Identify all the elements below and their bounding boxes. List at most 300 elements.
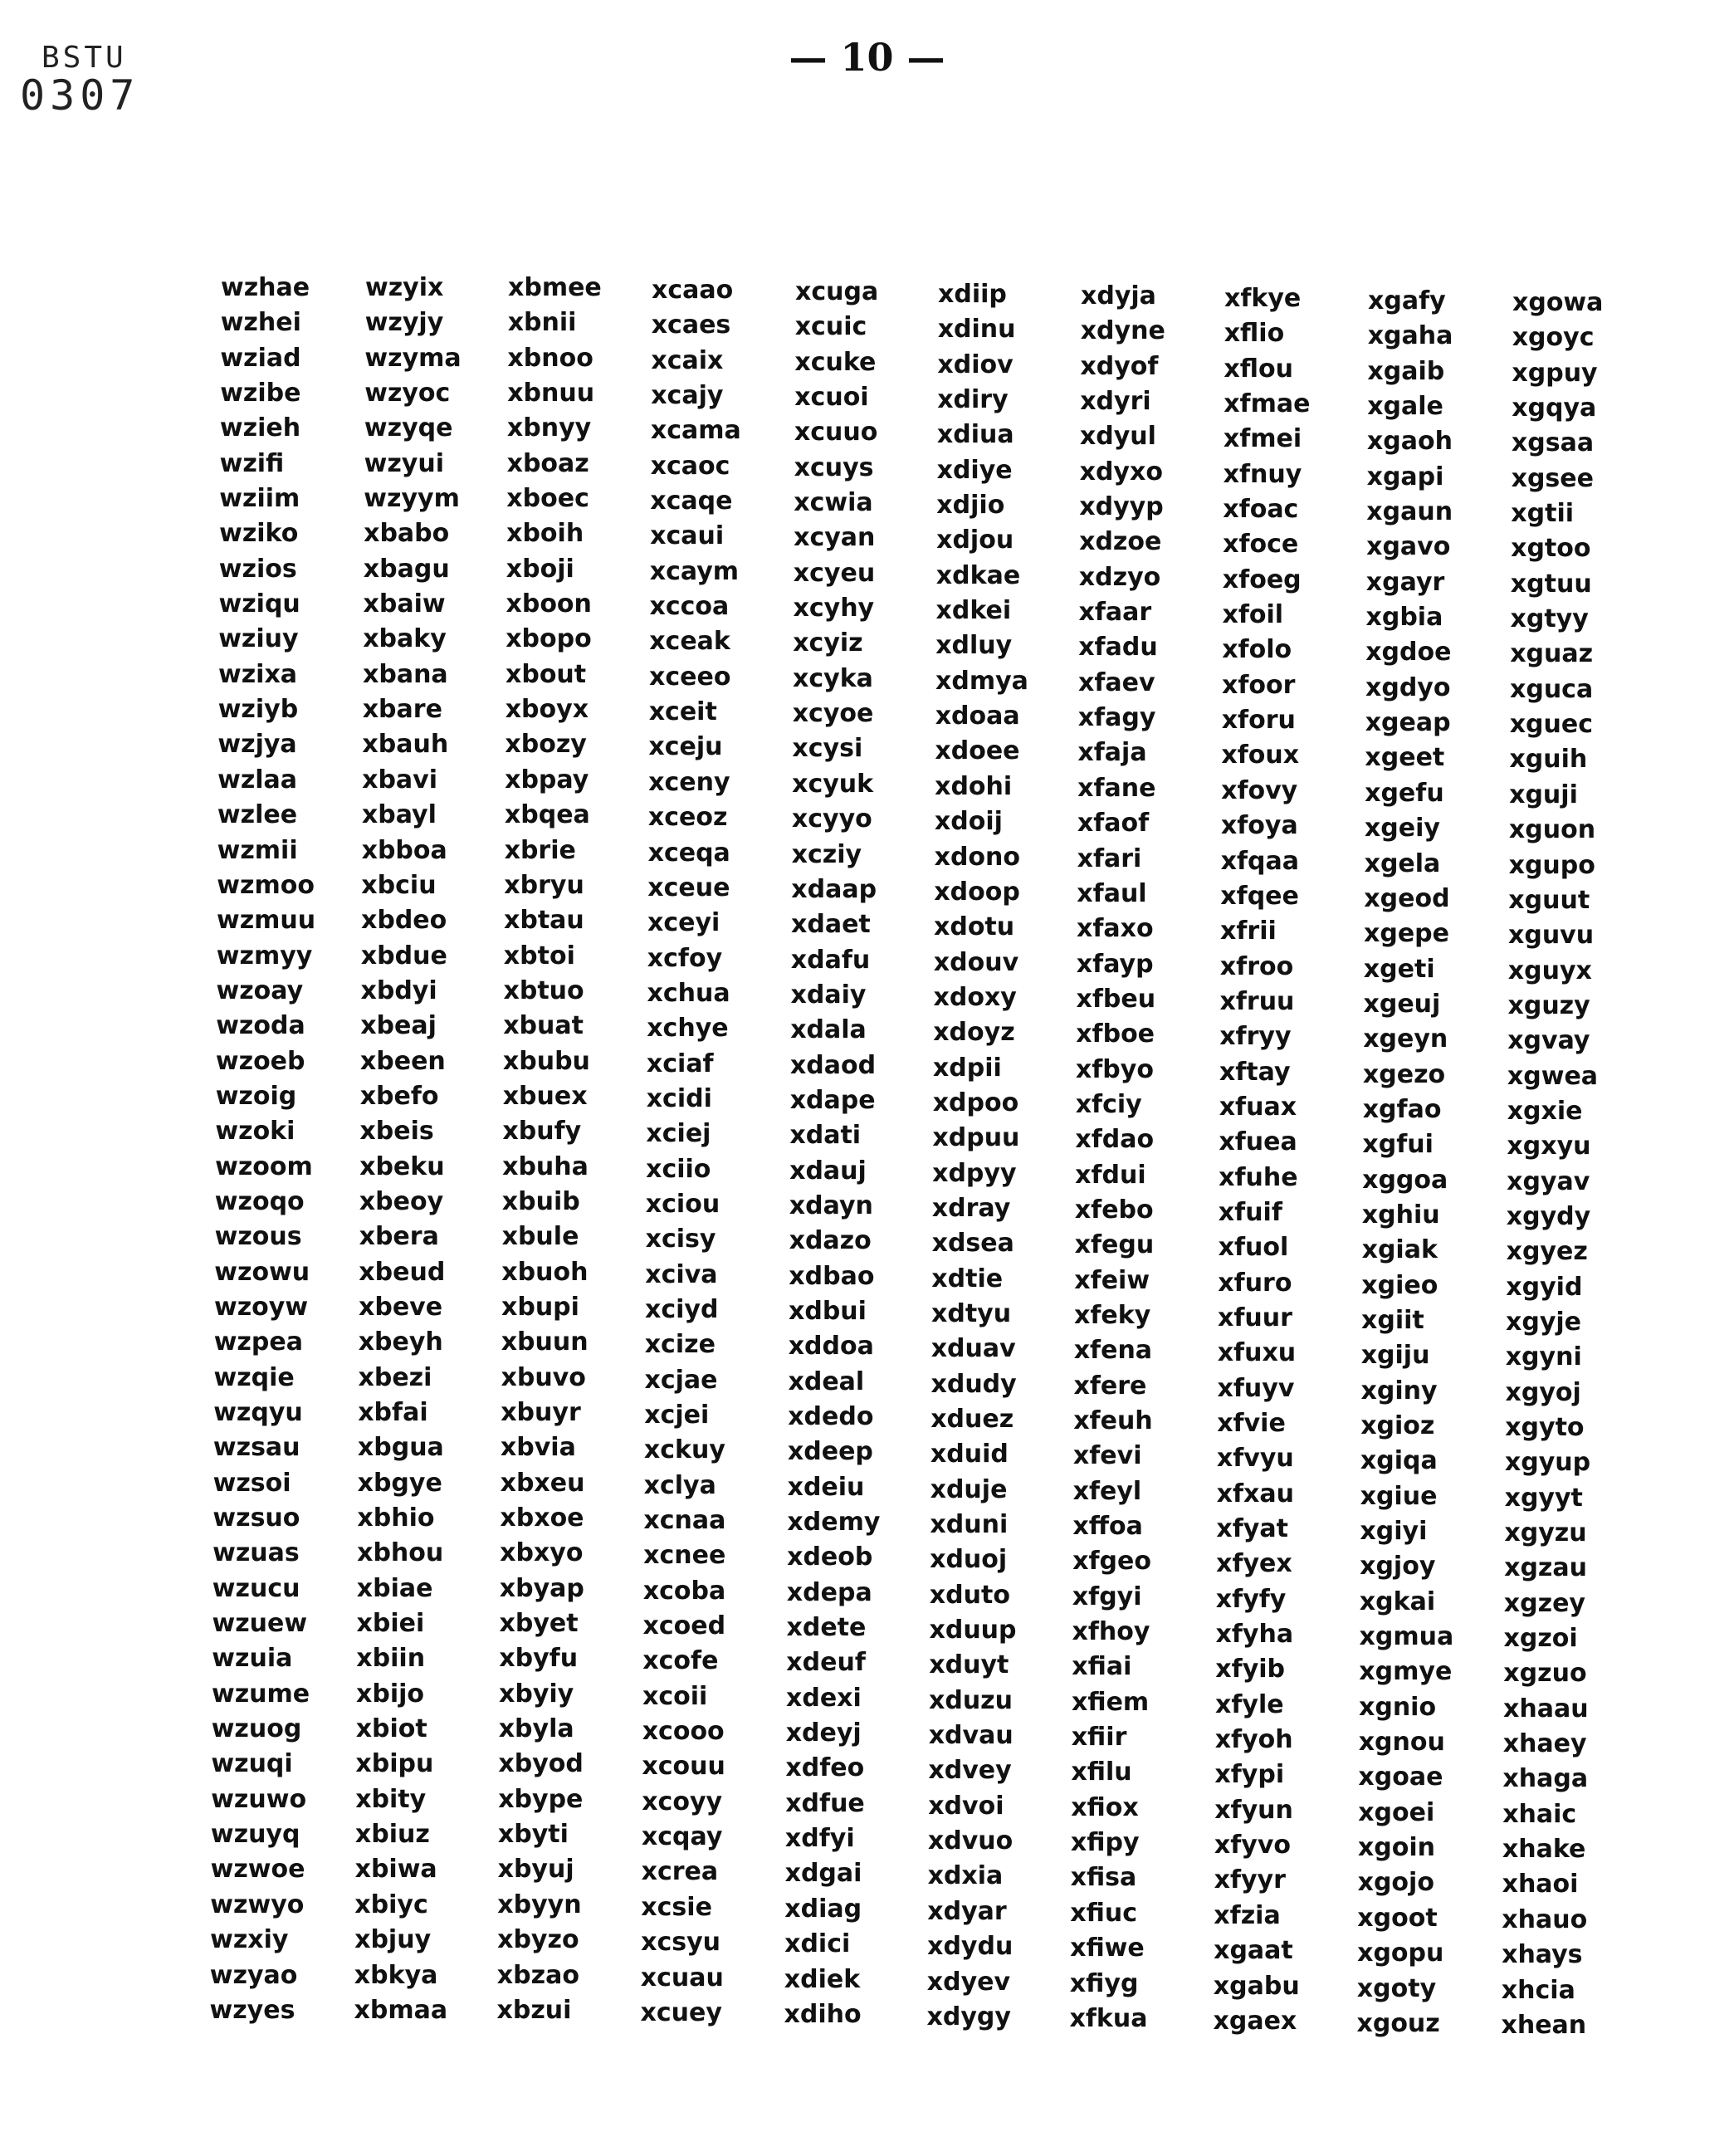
code-word: xbupi — [501, 1292, 579, 1322]
code-word: xdbui — [789, 1296, 867, 1326]
code-word: xgale — [1367, 392, 1443, 422]
code-word: xgyyt — [1504, 1483, 1583, 1513]
code-word: xbiwa — [354, 1855, 437, 1885]
code-word: xgupo — [1508, 850, 1595, 880]
code-word: xbiei — [356, 1609, 425, 1639]
code-word: xcoyy — [642, 1787, 723, 1816]
code-word: xdoxy — [933, 982, 1017, 1012]
code-word: wzios — [218, 554, 297, 584]
code-word: xfagy — [1077, 703, 1156, 733]
code-word: xdvoi — [928, 1791, 1004, 1821]
code-word: xcuuo — [794, 418, 878, 447]
code-word: xforu — [1221, 706, 1296, 736]
code-word: xcajy — [651, 381, 724, 411]
code-word: xbiot — [355, 1714, 427, 1744]
code-word: xcyeu — [793, 558, 876, 588]
code-word: xbagu — [363, 554, 450, 584]
code-word: xdiho — [784, 1999, 862, 2029]
code-word: xbeoy — [359, 1186, 444, 1216]
code-word: xbuoh — [501, 1257, 589, 1287]
code-word: wzibe — [220, 379, 301, 408]
code-word: xgojo — [1357, 1868, 1434, 1898]
code-word: xchye — [647, 1014, 729, 1044]
code-word: wzuwo — [211, 1784, 307, 1814]
code-word: xbuyr — [501, 1398, 581, 1427]
code-word: xfrii — [1220, 917, 1277, 946]
code-word: xdiag — [784, 1894, 862, 1924]
code-word: xfiyg — [1069, 1968, 1139, 1998]
code-word: xdeyj — [785, 1718, 862, 1748]
code-word: xdedo — [788, 1402, 874, 1431]
code-word: xbeve — [359, 1292, 443, 1322]
code-word: xcyuk — [792, 769, 874, 799]
code-word: xgsaa — [1511, 428, 1595, 458]
code-word: xfvyu — [1216, 1444, 1294, 1474]
code-word: xfruu — [1219, 986, 1295, 1016]
code-word: xgnou — [1358, 1728, 1445, 1758]
code-word: xfbeu — [1076, 984, 1156, 1014]
code-word: xfxau — [1216, 1479, 1294, 1508]
code-word: xdluy — [935, 631, 1013, 661]
code-word: xgoyc — [1512, 323, 1595, 353]
code-word: xfuro — [1218, 1268, 1292, 1298]
code-word: xbout — [506, 659, 587, 689]
code-word: xgela — [1364, 848, 1441, 878]
code-word: xboji — [506, 554, 574, 584]
code-word: xdaet — [791, 910, 871, 940]
code-word: xclya — [643, 1470, 716, 1500]
code-word: xfane — [1077, 773, 1156, 803]
code-word: xdiov — [937, 350, 1014, 379]
code-word: xduje — [930, 1474, 1008, 1504]
code-word: xbqea — [504, 800, 590, 830]
code-word: xdafu — [790, 945, 871, 975]
code-word: xcuga — [795, 277, 879, 306]
code-word: xguji — [1509, 780, 1578, 809]
code-column-3 — [496, 271, 653, 2028]
code-word: xbezi — [358, 1362, 432, 1392]
code-word: xcidi — [646, 1083, 712, 1113]
code-word: wzmuu — [217, 906, 316, 936]
code-word: xfzia — [1214, 1900, 1281, 1930]
code-word: xcjae — [644, 1365, 718, 1395]
code-word: xdohi — [935, 771, 1013, 801]
code-word: wzwoe — [210, 1855, 305, 1885]
code-word: xbeaj — [360, 1011, 437, 1041]
code-word: xgydy — [1506, 1201, 1591, 1231]
code-word: xfryy — [1219, 1022, 1292, 1052]
code-word: xdvey — [928, 1756, 1012, 1786]
code-word: xdray — [931, 1193, 1011, 1223]
code-word: xfqaa — [1220, 846, 1299, 876]
code-word: xfisa — [1070, 1863, 1137, 1893]
code-word: wzhei — [220, 308, 301, 338]
code-word: xdmya — [935, 666, 1028, 696]
code-word: xfnuy — [1223, 459, 1302, 489]
code-word: xbype — [498, 1784, 584, 1814]
code-word: xdiry — [937, 385, 1009, 415]
code-word: xdayn — [789, 1190, 873, 1220]
code-word: xdsea — [931, 1229, 1014, 1259]
code-word: xgyzu — [1504, 1518, 1587, 1548]
code-word: xfyle — [1215, 1689, 1284, 1719]
code-word: xcama — [650, 416, 741, 446]
code-word: xflou — [1224, 354, 1293, 384]
code-word: wzuog — [211, 1714, 302, 1744]
code-word: xboec — [506, 484, 589, 514]
code-word: wzyma — [364, 343, 462, 373]
code-word: xcyiz — [793, 628, 863, 658]
code-word: xdkae — [935, 560, 1021, 590]
code-word: xfoux — [1221, 741, 1300, 770]
code-word: xdzyo — [1078, 562, 1161, 592]
code-word: xbiin — [356, 1644, 426, 1674]
code-word: xbpay — [505, 765, 589, 794]
code-word: xgfao — [1362, 1094, 1442, 1124]
code-word: xcfoy — [647, 943, 723, 973]
code-word: xbule — [501, 1222, 579, 1252]
code-word: xfegu — [1074, 1230, 1155, 1260]
code-word: wzowu — [214, 1257, 310, 1287]
code-word: xdyyp — [1079, 492, 1164, 522]
code-word: xfiir — [1071, 1723, 1127, 1753]
code-word: xdati — [789, 1121, 862, 1151]
code-word: xgiue — [1360, 1481, 1438, 1511]
code-word: xfuea — [1219, 1127, 1297, 1157]
code-word: xdpii — [932, 1053, 1002, 1083]
code-word: xgdoe — [1365, 638, 1452, 667]
code-word: xfoac — [1223, 495, 1299, 525]
code-word: xbare — [362, 695, 442, 725]
code-word: xguut — [1508, 885, 1590, 915]
code-word: xdexi — [786, 1683, 862, 1713]
code-word: xcaao — [652, 276, 734, 305]
code-word: xgzey — [1503, 1588, 1586, 1618]
code-word: xbuib — [501, 1186, 580, 1216]
code-word: xbity — [355, 1784, 427, 1814]
code-word: xfyvo — [1214, 1831, 1292, 1860]
code-word: xbgua — [357, 1433, 444, 1463]
code-word: xfilu — [1071, 1758, 1132, 1787]
code-word: xbyti — [497, 1820, 569, 1850]
code-word: xdjio — [936, 491, 1005, 521]
code-word: wzoay — [216, 975, 304, 1005]
code-word: xfaja — [1077, 738, 1147, 768]
code-word: xhake — [1502, 1835, 1586, 1865]
code-word: xcaui — [650, 521, 725, 551]
code-word: xcnaa — [643, 1506, 726, 1536]
code-word: xdeob — [787, 1542, 873, 1572]
code-word: wzyui — [364, 448, 444, 478]
code-word: xgyoj — [1505, 1377, 1581, 1407]
code-word: xgepe — [1364, 919, 1449, 949]
code-word: xcziy — [791, 839, 862, 869]
code-word: xgwea — [1507, 1061, 1599, 1091]
code-word: xgxie — [1507, 1096, 1583, 1126]
code-word: xbefo — [359, 1081, 439, 1111]
code-word: xccoa — [649, 592, 730, 622]
code-word: xfayp — [1076, 949, 1154, 979]
code-word: xcuic — [794, 312, 867, 342]
code-word: xgeyn — [1363, 1024, 1448, 1054]
code-word: xbzao — [496, 1960, 579, 1990]
code-word: xfuxu — [1217, 1338, 1297, 1368]
code-word: xgiit — [1361, 1305, 1424, 1335]
code-word: xhaga — [1502, 1764, 1589, 1794]
code-word: xdygy — [926, 2002, 1011, 2031]
code-word: xboih — [506, 519, 584, 549]
code-word: xgeiy — [1364, 814, 1440, 843]
code-word: xcnee — [643, 1541, 726, 1571]
code-word: xfyib — [1215, 1655, 1286, 1684]
code-word: xgouz — [1356, 2008, 1440, 2038]
code-word: xgaib — [1367, 356, 1445, 386]
code-word: xbrie — [504, 835, 576, 865]
code-word: xdape — [789, 1085, 876, 1115]
code-word: xceue — [647, 873, 730, 902]
code-word: wzuqi — [211, 1749, 293, 1779]
code-word: xbhio — [357, 1503, 435, 1533]
code-word: wzoki — [215, 1117, 296, 1146]
code-word: xfaul — [1077, 878, 1147, 908]
code-column-2 — [354, 271, 510, 2028]
code-word: wziko — [219, 519, 299, 549]
code-word: xbaiw — [363, 589, 446, 619]
code-word: xfena — [1073, 1336, 1153, 1366]
code-word: xbauh — [362, 730, 449, 760]
code-word: xcooo — [642, 1717, 725, 1747]
code-word: xgmua — [1359, 1622, 1454, 1652]
code-word: wzoyw — [214, 1292, 309, 1322]
code-word: xfyyr — [1214, 1865, 1286, 1895]
code-word: xfolo — [1222, 635, 1292, 665]
code-word: xceqa — [647, 838, 730, 868]
code-word: xguih — [1509, 745, 1588, 775]
code-word: xfaev — [1078, 667, 1155, 697]
code-word: xbryu — [504, 870, 584, 900]
code-word: xguaz — [1510, 639, 1594, 669]
code-word: xfovy — [1221, 775, 1298, 805]
code-word: xdfyi — [784, 1824, 855, 1854]
code-word: xgaha — [1367, 321, 1453, 351]
code-word: xcuoi — [794, 383, 869, 413]
code-word: xcouu — [642, 1752, 725, 1782]
code-word: xfiwe — [1070, 1934, 1145, 1963]
code-word: xflio — [1224, 319, 1285, 349]
code-word: xguvu — [1508, 921, 1595, 951]
code-word: xbnii — [507, 308, 577, 338]
code-word: xgeuj — [1363, 989, 1441, 1019]
code-word: xfbyo — [1075, 1054, 1154, 1084]
code-word: wzoig — [215, 1081, 297, 1111]
page-number: — 10 — — [789, 35, 945, 80]
code-word: xbjuy — [354, 1925, 432, 1955]
code-word: xgyid — [1506, 1272, 1583, 1302]
code-word: xgeti — [1363, 954, 1435, 984]
code-word: xcwia — [794, 488, 873, 518]
code-word: xdauj — [789, 1156, 867, 1186]
code-word: wzqyu — [213, 1398, 303, 1427]
code-word: wzieh — [219, 413, 301, 443]
code-word: xbmaa — [354, 1995, 448, 2025]
code-word: xcuke — [794, 347, 877, 377]
code-word: xbvia — [500, 1433, 576, 1463]
code-word: xcuey — [640, 1997, 722, 2027]
code-word: xgmye — [1359, 1657, 1453, 1687]
code-word: xduoj — [930, 1545, 1008, 1575]
code-word: xgnio — [1359, 1692, 1437, 1722]
code-word: xdiek — [784, 1964, 861, 1994]
code-word: xgyje — [1506, 1307, 1582, 1337]
code-word: xdiua — [936, 420, 1014, 450]
code-word: xgaex — [1213, 2006, 1297, 2036]
code-word: xdyxo — [1079, 457, 1163, 486]
code-word: xgopu — [1357, 1938, 1444, 1968]
code-word: xcaix — [651, 345, 724, 375]
code-word: wzyjy — [364, 308, 444, 338]
code-word: xfdao — [1075, 1125, 1155, 1155]
code-word: xfeky — [1074, 1300, 1151, 1330]
stamp-line-2: 0307 — [20, 71, 140, 120]
code-word: xbayl — [361, 800, 437, 830]
code-word: wziim — [219, 484, 300, 514]
code-word: xbufy — [502, 1117, 582, 1146]
code-column-7 — [1069, 279, 1226, 2036]
code-word: xgeod — [1364, 883, 1450, 913]
code-word: xbboa — [361, 835, 447, 865]
code-word: xcyoe — [792, 699, 874, 729]
code-word: xfeyl — [1072, 1476, 1142, 1506]
code-word: xduni — [930, 1510, 1009, 1540]
code-word: xcsie — [641, 1892, 712, 1922]
code-word: xbaky — [363, 624, 447, 654]
code-column-6 — [926, 277, 1083, 2035]
code-word: xdepa — [786, 1577, 872, 1607]
code-column-1 — [209, 271, 366, 2028]
code-word: wzifi — [219, 448, 285, 478]
code-word: xbyiy — [499, 1679, 574, 1709]
code-word: xbera — [359, 1222, 439, 1252]
code-word: xgapi — [1366, 462, 1444, 491]
code-word: xdyne — [1080, 316, 1165, 346]
code-word: xckuy — [643, 1435, 725, 1465]
code-word: xduzu — [929, 1685, 1014, 1715]
code-word: xftay — [1219, 1057, 1291, 1087]
code-word: xdaap — [791, 874, 877, 904]
code-word: xgieo — [1361, 1270, 1438, 1300]
code-word: xfiox — [1071, 1792, 1139, 1822]
code-word: wzxiy — [210, 1925, 289, 1955]
code-word: xdtyu — [931, 1298, 1012, 1328]
code-word: xfuif — [1218, 1197, 1282, 1227]
code-word: xfere — [1073, 1371, 1147, 1401]
code-word: xduup — [929, 1616, 1017, 1645]
code-word: xbyyn — [497, 1890, 582, 1919]
code-word: xbnuu — [507, 379, 595, 408]
code-word: xfhoy — [1072, 1617, 1150, 1647]
code-word: xhean — [1501, 2010, 1587, 2040]
code-word: xfypi — [1214, 1760, 1285, 1790]
code-word: xfyfy — [1215, 1584, 1287, 1614]
code-word: xgefu — [1365, 778, 1444, 808]
code-word: xgeap — [1365, 708, 1451, 738]
code-word: wzsau — [212, 1433, 300, 1463]
code-word: wzwyo — [210, 1890, 305, 1919]
code-word: xgaun — [1366, 497, 1453, 527]
code-word: xgkai — [1359, 1586, 1436, 1616]
code-word: wzyoc — [364, 379, 451, 408]
code-word: xceny — [648, 767, 730, 797]
code-word: xbeyh — [358, 1327, 443, 1357]
code-word: xgdyo — [1365, 672, 1451, 702]
code-word: xbxeu — [500, 1468, 585, 1498]
code-word: xciej — [646, 1119, 711, 1149]
code-word: wziqu — [218, 589, 300, 619]
code-word: xfboe — [1076, 1019, 1155, 1049]
code-word: xgxyu — [1507, 1132, 1591, 1161]
code-word: xdono — [934, 842, 1021, 872]
code-word: wzqie — [213, 1362, 295, 1392]
code-word: wzmoo — [217, 870, 315, 900]
code-word: xdpyy — [932, 1158, 1017, 1188]
code-word: xfgyi — [1072, 1582, 1142, 1611]
code-word: xbyap — [499, 1573, 584, 1603]
code-word: wzuew — [212, 1609, 308, 1639]
code-word: xbabo — [364, 519, 450, 549]
code-word: xdfue — [785, 1788, 865, 1818]
code-word: xfevi — [1072, 1441, 1142, 1471]
code-word: xgaoh — [1366, 427, 1453, 457]
code-word: xfqee — [1220, 881, 1299, 911]
code-word: xbuvo — [501, 1362, 586, 1392]
code-word: xbijo — [356, 1679, 425, 1709]
code-word: xbana — [363, 659, 448, 689]
code-word: xceit — [648, 697, 717, 727]
code-word: xfuyv — [1217, 1373, 1295, 1403]
code-word: xboaz — [506, 448, 589, 478]
code-word: xbzui — [496, 1995, 572, 2025]
code-word: xbuex — [502, 1081, 588, 1111]
code-column-4 — [640, 273, 797, 2031]
code-word: xboon — [506, 589, 592, 619]
code-word: xdyja — [1081, 281, 1156, 310]
code-word: xgbia — [1365, 603, 1443, 633]
code-word: xbuun — [501, 1327, 589, 1357]
code-word: xfuol — [1218, 1233, 1289, 1263]
code-word: xgoae — [1358, 1762, 1443, 1792]
code-word: xfaar — [1078, 598, 1152, 628]
code-word: xfyat — [1216, 1514, 1288, 1544]
code-word: xbavi — [362, 765, 438, 794]
code-word: xgowa — [1512, 288, 1604, 317]
code-word: xfyun — [1214, 1795, 1293, 1825]
code-word: wzume — [212, 1679, 310, 1709]
code-word: xbyla — [498, 1714, 574, 1744]
code-word: xbxoe — [500, 1503, 584, 1533]
code-word: xbeen — [359, 1046, 446, 1076]
code-word: xhauo — [1502, 1904, 1588, 1934]
code-word: xfuhe — [1219, 1162, 1298, 1192]
code-word: xcyka — [793, 663, 873, 693]
code-word: xguyx — [1507, 956, 1592, 985]
code-word: xdotu — [934, 912, 1015, 942]
code-word: xbeku — [359, 1151, 445, 1181]
code-word: xbuat — [503, 1011, 584, 1041]
code-word: xdeuf — [786, 1648, 866, 1678]
code-word: wzlee — [217, 800, 298, 830]
code-word: xbuha — [502, 1151, 589, 1181]
code-word: wzhae — [221, 273, 310, 302]
